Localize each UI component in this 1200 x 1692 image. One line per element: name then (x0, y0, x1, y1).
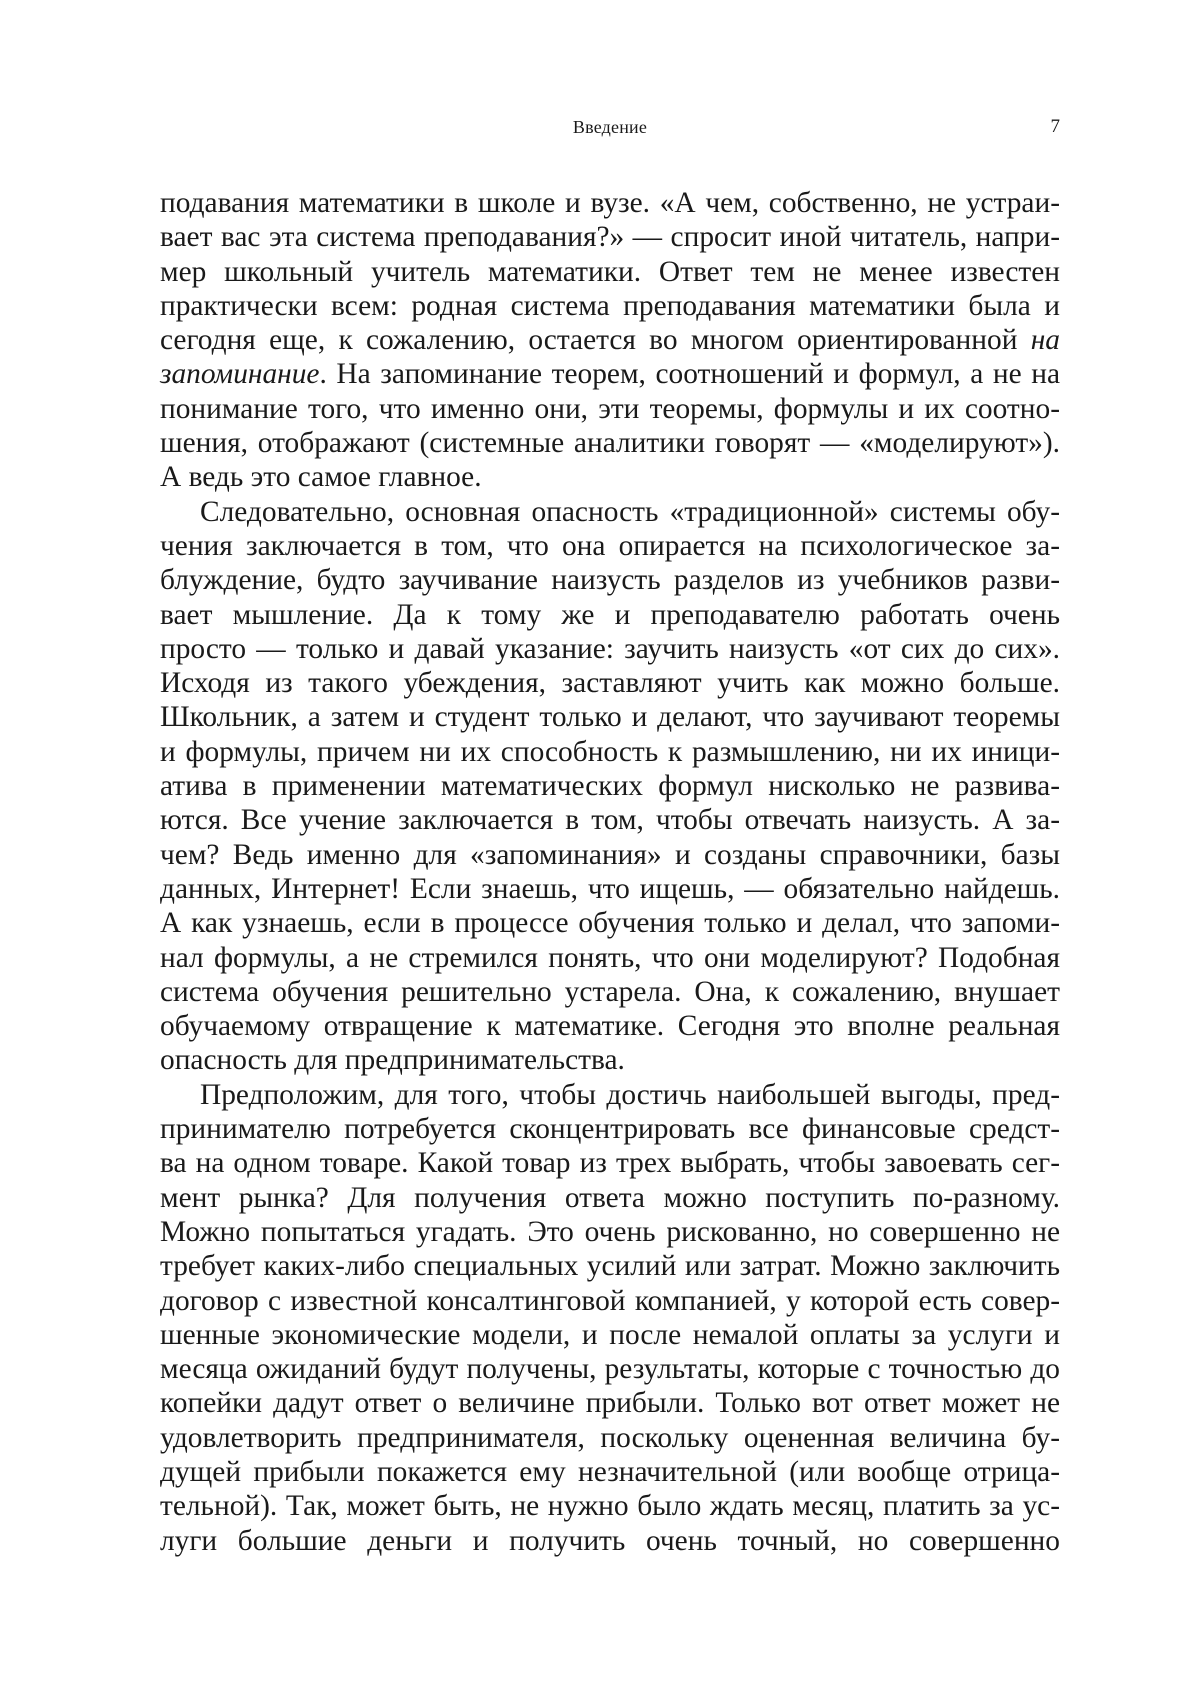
running-title: Введение (572, 117, 648, 137)
text-line: вает мышление. Да к тому же и преподавателю работать очень (160, 598, 1060, 631)
text-line: вает вас эта система преподавания?» — спросит иной читатель, напри- (160, 221, 1060, 254)
body-text (160, 186, 1060, 1558)
text-line: тельной). Так, может быть, не нужно было ждать месяц, платить за ус- (160, 1490, 1060, 1523)
text-line: А как узнаешь, если в процессе обучения только и делал, что запоми- (160, 907, 1060, 940)
text-line: атива в применении математических формул нисколько не развива- (160, 770, 1060, 803)
text-line: опасность для предпринимательства. (160, 1044, 625, 1077)
paragraph (160, 495, 1060, 1078)
text-line: копейки дадут ответ о величине прибыли. Только вот ответ может не (160, 1387, 1060, 1420)
text-line: запоминание. На запоминание теорем, соотношений и формул, а не на (160, 358, 1060, 391)
text-line: ются. Все учение заключается в том, чтобы отвечать наизусть. А за- (160, 804, 1060, 837)
text-line: Можно попытаться угадать. Это очень рискованно, но совершенно не (160, 1215, 1060, 1248)
text-line: мент рынка? Для получения ответа можно поступить по-разному. (160, 1181, 1060, 1214)
paragraph (160, 1078, 1060, 1558)
page-number: 7 (1050, 116, 1060, 137)
text-line: шенные экономические модели, и после немалой оплаты за услуги и (160, 1318, 1060, 1351)
text-line: месяца ожиданий будут получены, результаты, которые с точностью до (160, 1353, 1060, 1386)
text-line: договор с известной консалтинговой компанией, у которой есть совер- (160, 1284, 1060, 1317)
text-line: шения, отображают (системные аналитики говорят — «моделируют»). (160, 427, 1060, 460)
text-line: система обучения решительно устарела. Она, к сожалению, внушает (160, 975, 1060, 1008)
text-line: обучаемому отвращение к математике. Сегодня это вполне реальная (160, 1010, 1060, 1043)
italic-emphasis: запоминание (160, 358, 320, 391)
text-line: Предположим, для того, чтобы достичь наибольшей выгоды, пред- (200, 1078, 1060, 1111)
text-line: практически всем: родная система преподавания математики была и (160, 289, 1060, 322)
text-line: подавания математики в школе и вузе. «А чем, собственно, не устраи- (160, 187, 1060, 219)
text-line: луги большие деньги и получить очень точный, но совершенно (160, 1524, 1060, 1557)
text-line: дущей прибыли покажется ему незначительной (или вообще отрица- (160, 1455, 1060, 1488)
text-line: требует каких-либо специальных усилий или затрат. Можно заключить (160, 1250, 1060, 1283)
paragraph (160, 186, 1060, 495)
text-line: Школьник, а затем и студент только и делают, что заучивают теоремы (160, 701, 1060, 734)
text-line: А ведь это самое главное. (160, 461, 482, 494)
text-line: Исходя из такого убеждения, заставляют учить как можно больше. (160, 667, 1060, 700)
text-line: данных, Интернет! Если знаешь, что ищешь, — обязательно найдешь. (160, 872, 1060, 905)
text-line: Следовательно, основная опасность «традиционной» системы обу- (200, 495, 1060, 528)
text-line: нал формулы, а не стремился понять, что они моделируют? Подобная (160, 941, 1060, 974)
text-line: удовлетворить предпринимателя, поскольку оцененная величина бу- (160, 1421, 1060, 1454)
text-line: мер школьный учитель математики. Ответ тем не менее известен (160, 255, 1060, 288)
text-line: сегодня еще, к сожалению, остается во многом ориентированной на (160, 324, 1060, 357)
text-line: блуждение, будто заучивание наизусть разделов из учебников разви- (160, 564, 1060, 597)
text-line: ва на одном товаре. Какой товар из трех выбрать, чтобы завоевать сег- (160, 1147, 1060, 1180)
text-line: чем? Ведь именно для «запоминания» и созданы справочники, базы (160, 838, 1060, 871)
text-line: и формулы, причем ни их способность к размышлению, ни их иници- (160, 735, 1060, 768)
text-line: просто — только и давай указание: заучить наизусть «от сих до сих». (160, 632, 1060, 665)
text-line: понимание того, что именно они, эти теоремы, формулы и их соотно- (160, 392, 1060, 425)
text-line: чения заключается в том, что она опирается на психологическое за- (160, 529, 1060, 562)
italic-emphasis: на (1030, 324, 1060, 357)
text-line: принимателю потребуется сконцентрировать все финансовые средст- (160, 1113, 1060, 1146)
running-head (160, 112, 1060, 142)
